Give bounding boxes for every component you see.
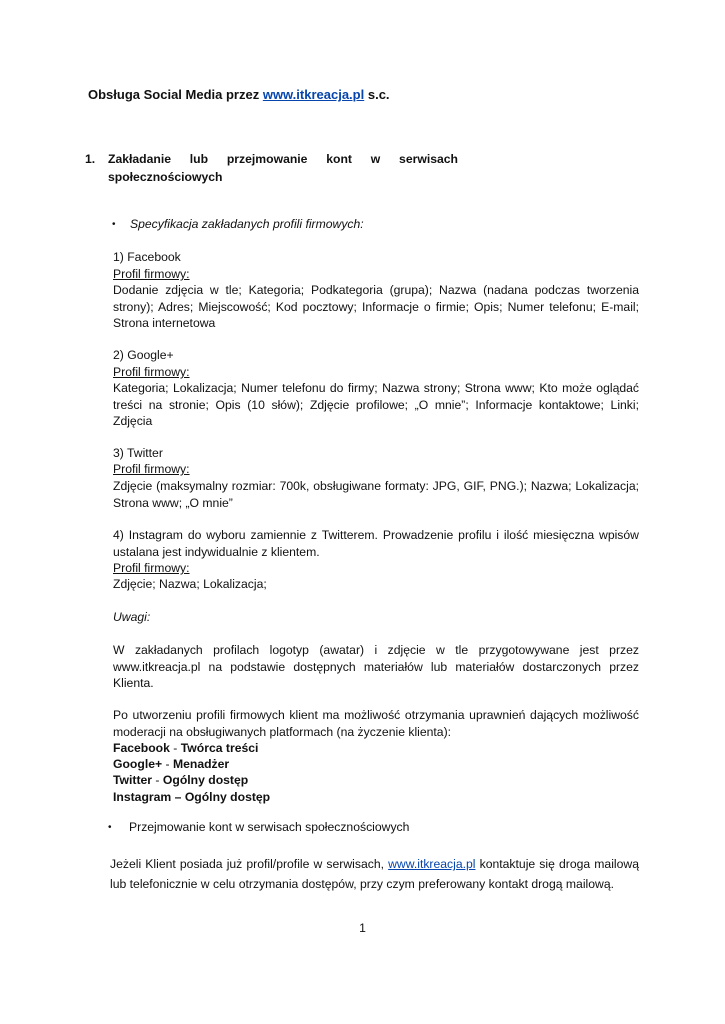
profile-facebook-label: Profil firmowy: <box>113 267 190 281</box>
profile-instagram-label: Profil firmowy: <box>113 561 190 575</box>
permission-instagram: Instagram – Ogólny dostęp <box>113 790 271 804</box>
specification-heading: Specyfikacja zakładanych profili firmowych: <box>130 217 364 231</box>
permission-facebook: Facebook - Twórca treści <box>113 741 259 755</box>
section-title-line1: Zakładanie lub przejmowanie kont w serwisach <box>108 152 458 166</box>
profile-facebook-body: Dodanie zdjęcia w tle; Kategoria; Podkategoria (grupa); Nazwa (nadana podczas tworzenia strony); Adres; Miejscowość; Kod pocztowy; Informacje o firmie; Opis; Numer telefonu; E-mail; Strona internetowa <box>113 283 639 330</box>
notes-paragraph-1: W zakładanych profilach logotyp (awatar) i zdjęcie w tle przygotowywane jest przez www.itkreacja.pl na podstawie dostępnych materiałów lub materiałów dostarczonych przez Klienta. <box>113 643 639 690</box>
page-number: 1 <box>359 921 366 935</box>
notes-heading: Uwagi: <box>113 610 151 624</box>
profile-instagram-body: Zdjęcie; Nazwa; Lokalizacja; <box>113 577 267 591</box>
bullet-icon: • <box>112 219 116 230</box>
document-title <box>88 87 390 104</box>
section-title-line2: społecznościowych <box>108 170 223 184</box>
profile-google-body: Kategoria; Lokalizacja; Numer telefonu do firmy; Nazwa strony; Strona www; Kto może oglądać treści na stronie; Opis (10 słów); Zdjęcie profilowe; „O mnie”; Informacje kontaktowe; Linki; Zdjęcia <box>113 381 639 428</box>
bullet-icon: • <box>108 822 112 833</box>
profile-facebook-heading: 1) Facebook <box>113 250 181 264</box>
permission-google: Google+ - Menadżer <box>113 757 230 771</box>
profile-instagram-text: 4) Instagram do wyboru zamiennie z Twitterem. Prowadzenie profilu i ilość miesięczna wpisów ustalana jest indywidualnie z klientem. <box>113 528 639 559</box>
takeover-heading: Przejmowanie kont w serwisach społecznościowych <box>129 820 410 834</box>
notes-paragraph-2: Po utworzeniu profili firmowych klient ma możliwość otrzymania uprawnień dających możliwość moderacji na obsługiwanych platformach (na życzenie klienta): <box>113 708 639 739</box>
profile-twitter-label: Profil firmowy: <box>113 462 190 476</box>
profile-google-label: Profil firmowy: <box>113 365 190 379</box>
title-suffix: s.c. <box>364 87 390 102</box>
section-number: 1. <box>85 152 96 166</box>
final-paragraph: Jeżeli Klient posiada już profil/profile w serwisach, www.itkreacja.pl kontaktuje się droga mailową lub telefonicznie w celu otrzymania dostępów, przy czym preferowany kontakt drogą mailową. <box>110 857 639 891</box>
title-prefix: Obsługa Social Media przez <box>88 87 263 102</box>
profile-twitter-body: Zdjęcie (maksymalny rozmiar: 700k, obsługiwane formaty: JPG, GIF, PNG.); Nazwa; Lokalizacja; Strona www; „O mnie” <box>113 479 639 510</box>
title-link[interactable]: www.itkreacja.pl <box>262 87 365 102</box>
profile-google-heading: 2) Google+ <box>113 348 174 362</box>
profile-twitter-heading: 3) Twitter <box>113 446 163 460</box>
final-link[interactable]: www.itkreacja.pl <box>388 857 476 871</box>
permission-twitter: Twitter - Ogólny dostęp <box>113 773 249 787</box>
